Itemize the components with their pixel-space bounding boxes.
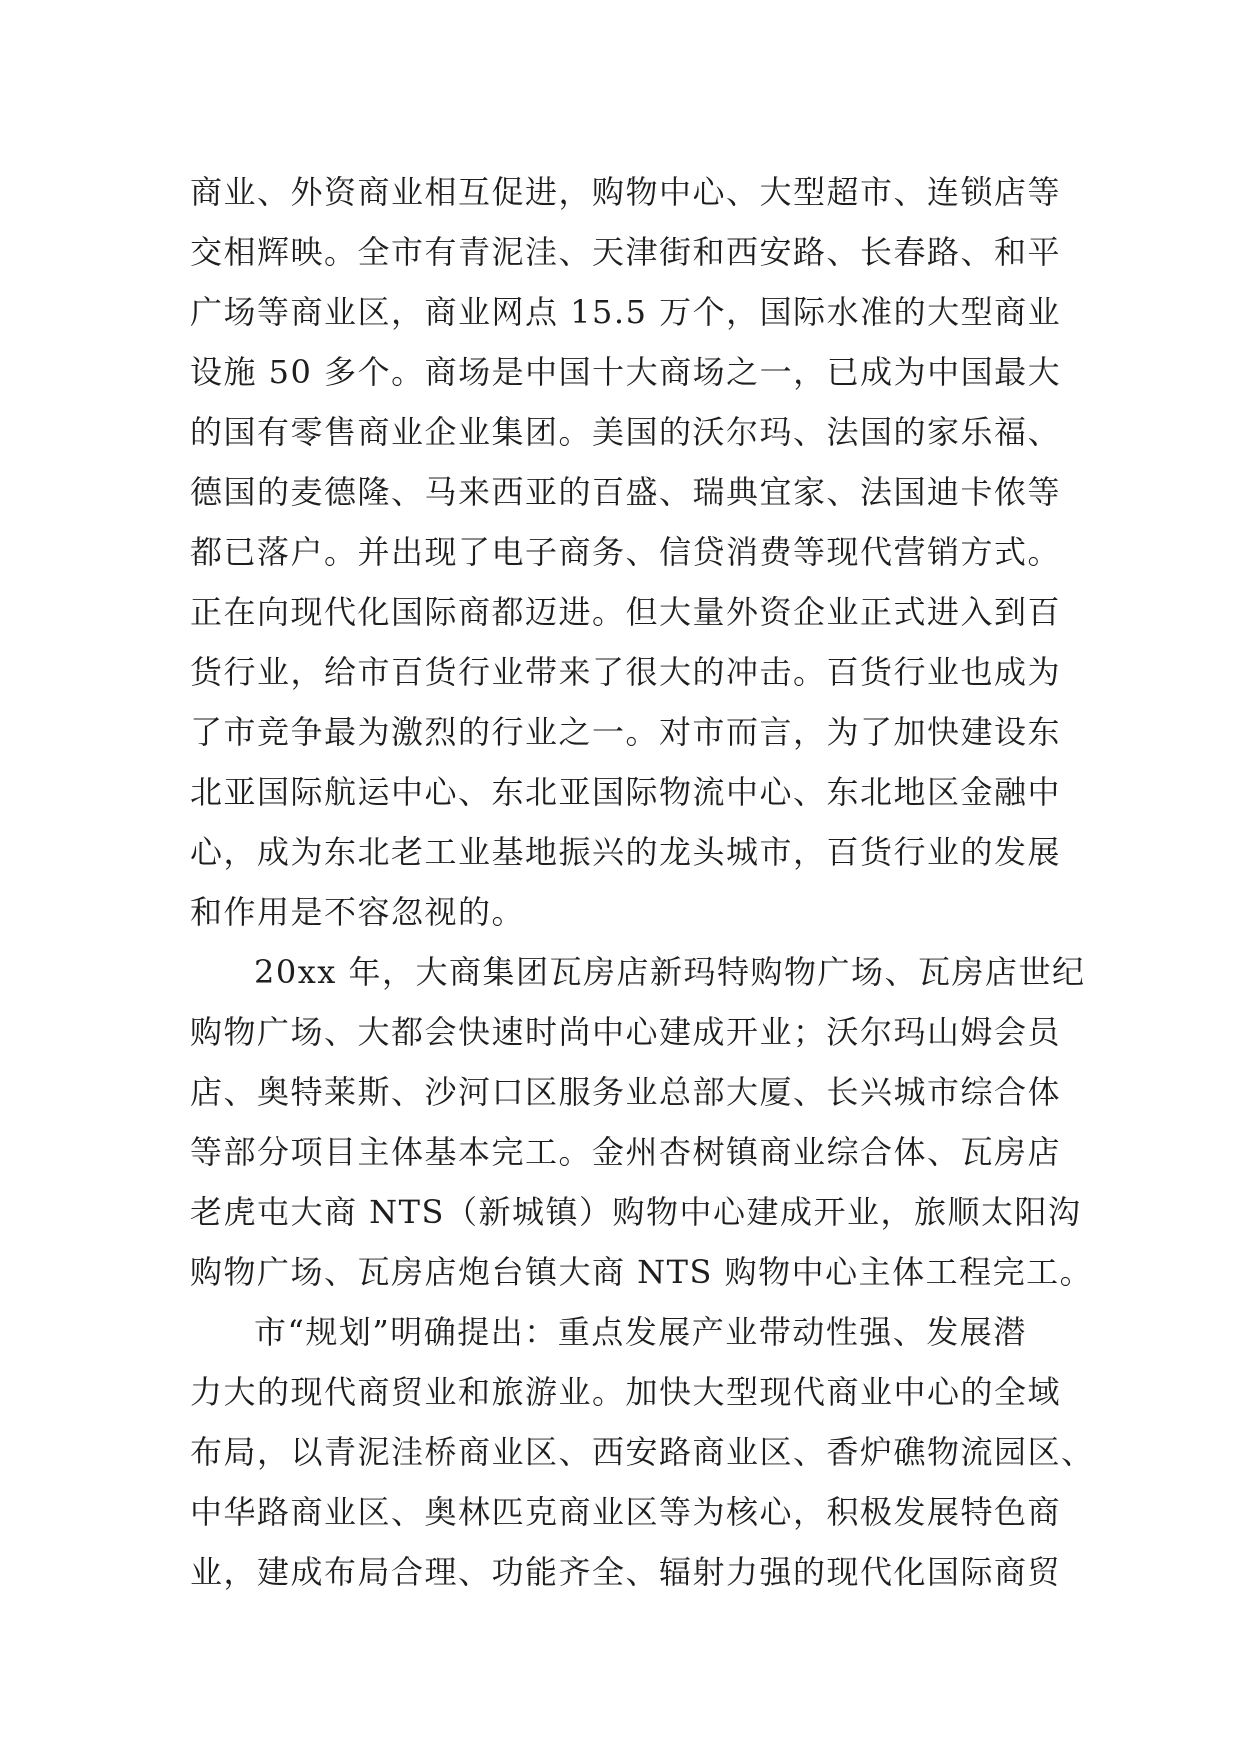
text-line: 商业、外资商业相互促进，购物中心、大型超市、连锁店等 [190, 173, 1062, 211]
text-line: 购物广场、大都会快速时尚中心建成开业；沃尔玛山姆会员 [190, 1013, 1062, 1051]
text-line: 力大的现代商贸业和旅游业。加快大型现代商业中心的全域 [190, 1373, 1062, 1411]
body-text [190, 162, 1095, 1602]
text-line: 了市竞争最为激烈的行业之一。对市而言，为了加快建设东 [190, 713, 1062, 751]
text-line: 业，建成布局合理、功能齐全、辐射力强的现代化国际商贸 [190, 1553, 1062, 1591]
text-line: 正在向现代化国际商都迈进。但大量外资企业正式进入到百 [190, 593, 1062, 631]
text-line: 德国的麦德隆、马来西亚的百盛、瑞典宜家、法国迪卡侬等 [190, 473, 1062, 511]
text-line: 布局，以青泥洼桥商业区、西安路商业区、香炉礁物流园区、 [190, 1433, 1095, 1471]
text-line: 的国有零售商业企业集团。美国的沃尔玛、法国的家乐福、 [190, 413, 1062, 451]
text-line: 设施 50 多个。商场是中国十大商场之一，已成为中国最大 [190, 353, 1062, 391]
text-line: 货行业，给市百货行业带来了很大的冲击。百货行业也成为 [190, 653, 1062, 691]
paragraph-first-line: 市“规划”明确提出：重点发展产业带动性强、发展潜 [254, 1313, 1027, 1351]
text-line: 中华路商业区、奥林匹克商业区等为核心，积极发展特色商 [190, 1493, 1062, 1531]
text-line: 和作用是不容忽视的。 [190, 893, 526, 931]
text-line: 老虎屯大商 NTS（新城镇）购物中心建成开业，旅顺太阳沟 [190, 1193, 1082, 1231]
text-line: 广场等商业区，商业网点 15.5 万个，国际水准的大型商业 [190, 293, 1062, 331]
text-line: 等部分项目主体基本完工。金州杏树镇商业综合体、瓦房店 [190, 1133, 1062, 1171]
paragraph-first-line: 20xx 年，大商集团瓦房店新玛特购物广场、瓦房店世纪 [254, 953, 1086, 991]
text-line: 都已落户。并出现了电子商务、信贷消费等现代营销方式。 [190, 533, 1062, 571]
text-line: 交相辉映。全市有青泥洼、天津街和西安路、长春路、和平 [190, 233, 1062, 271]
text-line: 购物广场、瓦房店炮台镇大商 NTS 购物中心主体工程完工。 [190, 1253, 1094, 1291]
text-line: 店、奥特莱斯、沙河口区服务业总部大厦、长兴城市综合体 [190, 1073, 1062, 1111]
text-line: 心，成为东北老工业基地振兴的龙头城市，百货行业的发展 [190, 833, 1062, 871]
text-line: 北亚国际航运中心、东北亚国际物流中心、东北地区金融中 [190, 773, 1062, 811]
